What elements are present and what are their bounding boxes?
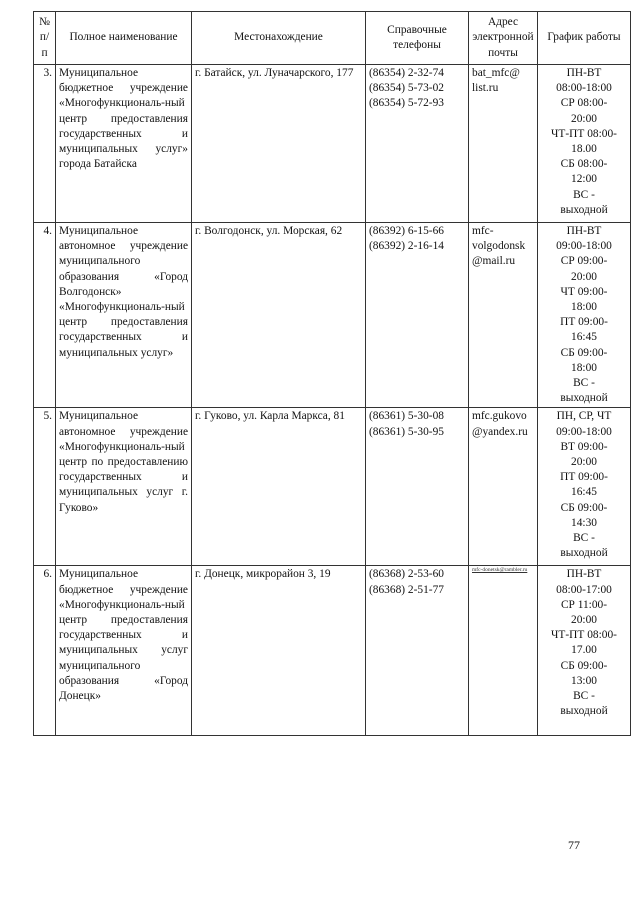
header-email: Адрес электронной почты xyxy=(469,12,538,65)
schedule-line: 20:00 xyxy=(571,456,597,469)
header-schedule: График работы xyxy=(538,12,631,65)
schedule-line: 17.00 xyxy=(571,644,597,657)
schedule-line: 20:00 xyxy=(571,614,597,627)
phone: (86361) 5-30-95 xyxy=(369,425,444,438)
schedule-line: СБ 09:00- xyxy=(560,659,608,672)
row-schedule xyxy=(538,408,631,566)
schedule-line: 14:30 xyxy=(571,516,597,529)
row-schedule xyxy=(538,65,631,223)
schedule-line: 18:00 xyxy=(571,301,597,314)
table-row xyxy=(34,408,631,566)
schedule-line: выходной xyxy=(560,392,608,405)
phone: (86361) 5-30-08 xyxy=(369,410,444,423)
schedule-line: СБ 09:00- xyxy=(560,346,608,359)
schedule-line: ВС - xyxy=(573,532,595,545)
header-phones: Справочные телефоны xyxy=(366,12,469,65)
schedule-line: 12:00 xyxy=(571,173,597,186)
schedule-line: 18.00 xyxy=(571,143,597,156)
row-email: bat_mfc@ list.ru xyxy=(469,65,538,223)
schedule-line: ВС - xyxy=(573,188,595,201)
header-name: Полное наименование xyxy=(56,12,192,65)
table-row xyxy=(34,566,631,736)
schedule-line: ЧТ-ПТ 08:00- xyxy=(551,127,617,140)
row-schedule xyxy=(538,223,631,408)
schedule-line: СР 09:00- xyxy=(560,255,608,268)
page-number: 77 xyxy=(568,838,580,852)
table-row xyxy=(34,65,631,223)
row-email: mfc.gukovo @yandex.ru xyxy=(469,408,538,566)
row-phones xyxy=(366,223,469,408)
schedule-line: 09:00-18:00 xyxy=(556,425,612,438)
schedule-line: ПН, СР, ЧТ xyxy=(556,410,612,423)
row-phones xyxy=(366,65,469,223)
schedule-line: 18:00 xyxy=(571,361,597,374)
row-email: mfc-volgodonsk @mail.ru xyxy=(469,223,538,408)
schedule-line: СБ 09:00- xyxy=(560,501,608,514)
schedule-line: выходной xyxy=(560,547,608,560)
schedule-line: СР 11:00- xyxy=(560,598,608,611)
row-location: г. Батайск, ул. Луначарского, 177 xyxy=(192,65,366,223)
schedule-line: 16:45 xyxy=(571,486,597,499)
row-name: Муниципальное бюджетное учреждение «Многофункциональ-ный центр предоставления государственных и муниципальных услуг» города Батайска xyxy=(56,65,192,223)
row-name: Муниципальное бюджетное учреждение «Многофункциональ-ный центр предоставления государственных и муниципальных услуг муниципального образования «Город Донецк» xyxy=(56,566,192,736)
schedule-line: ЧТ 09:00- xyxy=(560,285,608,298)
row-name: Муниципальное автономное учреждение «Многофункциональ-ный центр по предоставлению государственных и муниципальных услуг г. Гуково» xyxy=(56,408,192,566)
schedule-line: 20:00 xyxy=(571,112,597,125)
header-num: № п/п xyxy=(34,12,56,65)
row-num: 4. xyxy=(34,223,56,408)
schedule-line: ВС - xyxy=(573,377,595,390)
row-phones xyxy=(366,408,469,566)
row-location: г. Гуково, ул. Карла Маркса, 81 xyxy=(192,408,366,566)
schedule-line: ПН-ВТ xyxy=(566,67,602,79)
phone: (86354) 5-73-02 xyxy=(369,82,444,95)
schedule-line: 08:00-17:00 xyxy=(556,583,612,596)
header-row xyxy=(34,12,631,65)
mfc-table xyxy=(33,11,631,736)
row-name: Муниципальное автономное учреждение муниципального образования «Город Волгодонск» «Многофункциональ-ный центр предоставления государственных и муниципальных услуг» xyxy=(56,223,192,408)
schedule-line: 08:00-18:00 xyxy=(556,82,612,95)
schedule-line: ПТ 09:00- xyxy=(560,316,608,329)
schedule-line: СР 08:00- xyxy=(560,97,608,110)
phone: (86354) 2-32-74 xyxy=(369,67,444,79)
row-phones xyxy=(366,566,469,736)
schedule-line: 09:00-18:00 xyxy=(556,240,612,253)
schedule-line: ВС - xyxy=(573,690,595,703)
phone: (86368) 2-51-77 xyxy=(369,583,444,596)
schedule-line: выходной xyxy=(560,705,608,718)
schedule-line: 13:00 xyxy=(571,674,597,687)
row-num: 6. xyxy=(34,566,56,736)
schedule-line: ПТ 09:00- xyxy=(560,471,608,484)
phone: (86392) 2-16-14 xyxy=(369,240,444,253)
schedule-line: ПН-ВТ xyxy=(566,568,602,581)
phone: (86354) 5-72-93 xyxy=(369,97,444,110)
schedule-line: 16:45 xyxy=(571,331,597,344)
header-location: Местонахождение xyxy=(192,12,366,65)
phone: (86392) 6-15-66 xyxy=(369,225,444,237)
schedule-line: ПН-ВТ xyxy=(566,225,602,237)
schedule-line: 20:00 xyxy=(571,270,597,283)
schedule-line: ЧТ-ПТ 08:00- xyxy=(551,629,617,642)
schedule-line: СБ 08:00- xyxy=(560,158,608,171)
schedule-line: выходной xyxy=(560,203,608,216)
row-num: 3. xyxy=(34,65,56,223)
row-schedule xyxy=(538,566,631,736)
phone: (86368) 2-53-60 xyxy=(369,568,444,581)
table-row xyxy=(34,223,631,408)
schedule-line: ВТ 09:00- xyxy=(560,440,608,453)
row-num: 5. xyxy=(34,408,56,566)
row-email: mfc-donetsk@rambler.ru xyxy=(469,566,538,736)
row-location: г. Донецк, микрорайон 3, 19 xyxy=(192,566,366,736)
row-location: г. Волгодонск, ул. Морская, 62 xyxy=(192,223,366,408)
